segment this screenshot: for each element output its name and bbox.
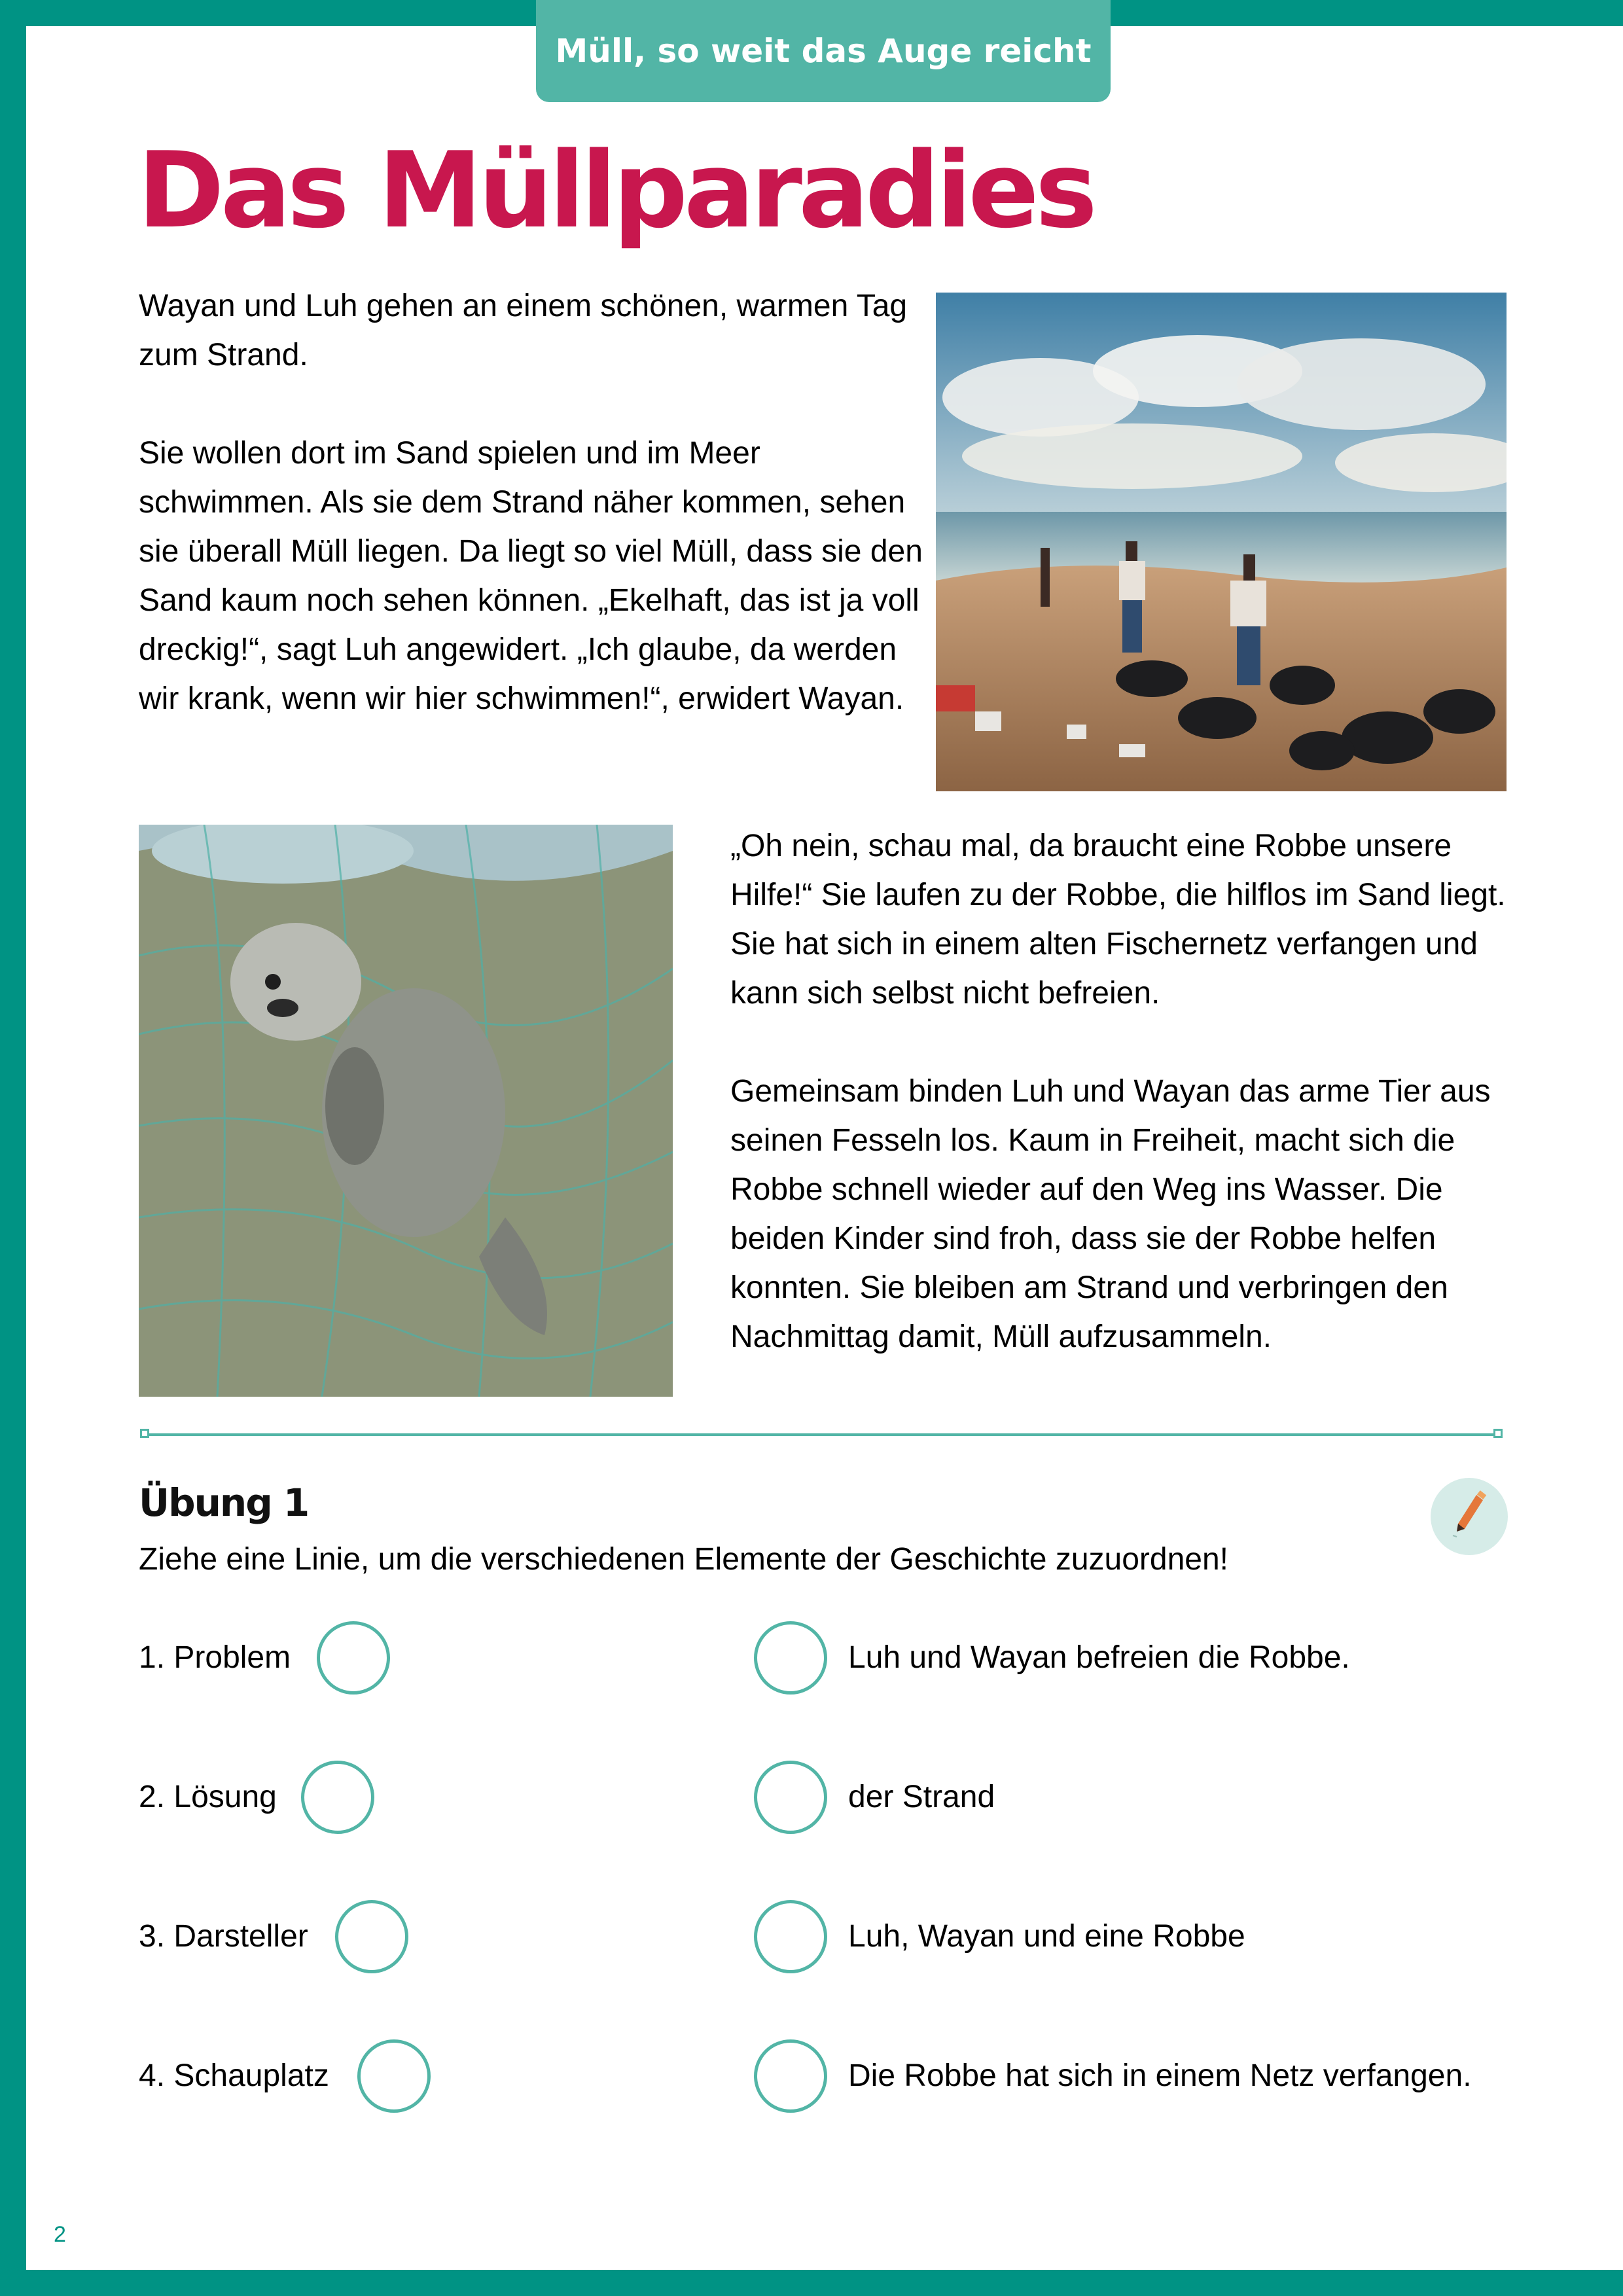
match-left-point-4[interactable]: [357, 2039, 431, 2113]
match-right-label-1: Luh und Wayan befreien die Robbe.: [848, 1640, 1350, 1675]
story-paragraph-4: Gemeinsam binden Luh und Wayan das arme Tier aus seinen Fesseln los. Kaum in Freiheit, macht sich die Robbe schnell wieder auf den Weg ins Wasser. Die beiden Kinder sind froh, dass sie der Robbe helfen konnten. Sie bleiben am Strand und verbringen den Nachmittag damit, Müll aufzusammeln.: [730, 1074, 1491, 1354]
match-right-label-3: Luh, Wayan und eine Robbe: [848, 1919, 1245, 1954]
page-title: Das Müllparadies: [137, 129, 1094, 251]
story-paragraph-2: Sie wollen dort im Sand spielen und im Meer schwimmen. Als sie dem Strand näher kommen, sehen sie überall Müll liegen. Da liegt so viel Müll, dass sie den Sand kaum noch sehen können. „Ekelhaft, das ist ja voll dreckig!“, sagt Luh angewidert. „Ich glaube, da werden wir krank, wenn wir hier schwimmen!“, erwidert Wayan.: [139, 436, 923, 716]
match-left-label-4: 4. Schauplatz: [139, 2058, 329, 2093]
match-right-point-2[interactable]: [754, 1761, 827, 1834]
exercise-instruction: Ziehe eine Linie, um die verschiedenen Elemente der Geschichte zuzuordnen!: [139, 1542, 1228, 1577]
seal-in-net-photo: [139, 825, 673, 1397]
page-number: 2: [54, 2222, 66, 2247]
beach-cleanup-photo: [936, 293, 1507, 791]
match-left-point-1[interactable]: [317, 1621, 390, 1695]
match-right-point-4[interactable]: [754, 2039, 827, 2113]
divider-end-right: [1493, 1429, 1503, 1438]
match-left-point-2[interactable]: [301, 1761, 374, 1834]
story-paragraph-3: „Oh nein, schau mal, da braucht eine Robbe unsere Hilfe!“ Sie laufen zu der Robbe, die hilflos im Sand liegt. Sie hat sich in einem alten Fischernetz verfangen und kann sich selbst nicht befreien.: [730, 829, 1506, 1011]
story-paragraph-1: Wayan und Luh gehen an einem schönen, warmen Tag zum Strand.: [139, 289, 908, 372]
match-right-label-4: Die Robbe hat sich in einem Netz verfangen.: [848, 2058, 1472, 2093]
match-right-point-1[interactable]: [754, 1621, 827, 1695]
match-right-label-2: der Strand: [848, 1780, 995, 1814]
divider-end-left: [140, 1429, 149, 1438]
match-left-label-1: 1. Problem: [139, 1640, 291, 1675]
match-left-label-3: 3. Darsteller: [139, 1919, 308, 1954]
match-right-point-3[interactable]: [754, 1900, 827, 1973]
section-divider: [145, 1433, 1499, 1436]
chapter-tab: Müll, so weit das Auge reicht: [536, 0, 1111, 102]
pencil-icon: [1431, 1478, 1508, 1555]
match-left-point-3[interactable]: [335, 1900, 408, 1973]
match-left-label-2: 2. Lösung: [139, 1780, 277, 1814]
exercise-heading: Übung 1: [139, 1480, 309, 1525]
